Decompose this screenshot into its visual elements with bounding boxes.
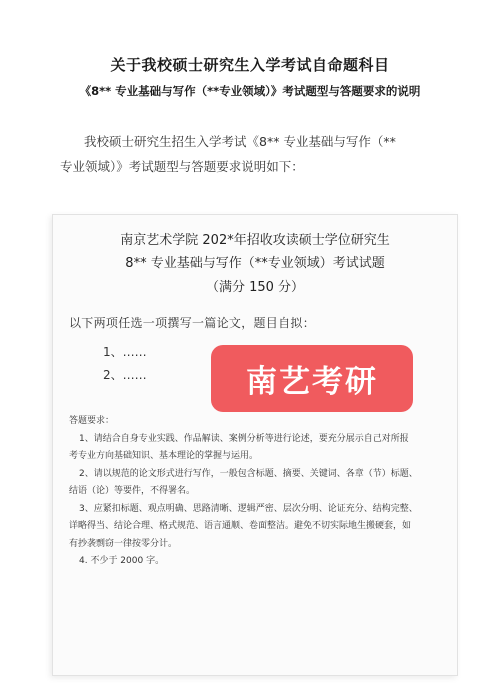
requirement-line: 有抄袭剽窃一律按零分计。 xyxy=(69,538,178,549)
paper-heading-subject: 8** 专业基础与写作（**专业领域）考试试题 xyxy=(125,256,385,271)
requirements-title: 答题要求： xyxy=(69,416,115,426)
paper-option: 2、…… xyxy=(103,368,147,382)
document-subtitle: 《8** 专业基础与写作（**专业领域）》考试题型与答题要求的说明 xyxy=(79,84,421,98)
document-title: 关于我校硕士研究生入学考试自命题科目 xyxy=(110,56,390,74)
requirement-line: 3、应紧扣标题、观点明确、思路清晰、逻辑严密、层次分明、论证充分、结构完整、 xyxy=(79,503,418,514)
exam-paper-image xyxy=(52,214,458,676)
intro-line: 专业领域）》考试题型与答题要求说明如下： xyxy=(60,159,304,174)
requirement-line: 2、请以规范的论文形式进行写作，一般包含标题、摘要、关键词、各章（节）标题、 xyxy=(79,468,418,479)
paper-option: 1、…… xyxy=(103,345,147,359)
requirement-line: 考专业方向基础知识、基本理论的掌握与运用。 xyxy=(69,451,259,461)
requirements-block xyxy=(69,413,441,571)
requirement-line: 1、请结合自身专业实践、作品解读、案例分析等进行论述，要充分展示自己对所报 xyxy=(79,433,409,444)
requirement-line: 结语（论）等要件，不得署名。 xyxy=(69,486,196,496)
intro-paragraph xyxy=(60,129,445,179)
paper-instruction: 以下两项任选一项撰写一篇论文，题目自拟： xyxy=(69,316,316,330)
paper-heading-score: （满分 150 分） xyxy=(205,280,305,295)
requirement-line: 详略得当、结论合理、格式规范、语言通顺、卷面整洁。避免不切实际地生搬硬套，如 xyxy=(69,521,412,531)
requirement-line: 4. 不少于 2000 字。 xyxy=(79,556,165,566)
intro-line: 我校硕士研究生招生入学考试《8** 专业基础与写作（** xyxy=(84,134,396,149)
watermark-stamp: 南艺考研 xyxy=(211,345,413,412)
paper-heading-school: 南京艺术学院 202*年招收攻读硕士学位研究生 xyxy=(120,233,390,248)
